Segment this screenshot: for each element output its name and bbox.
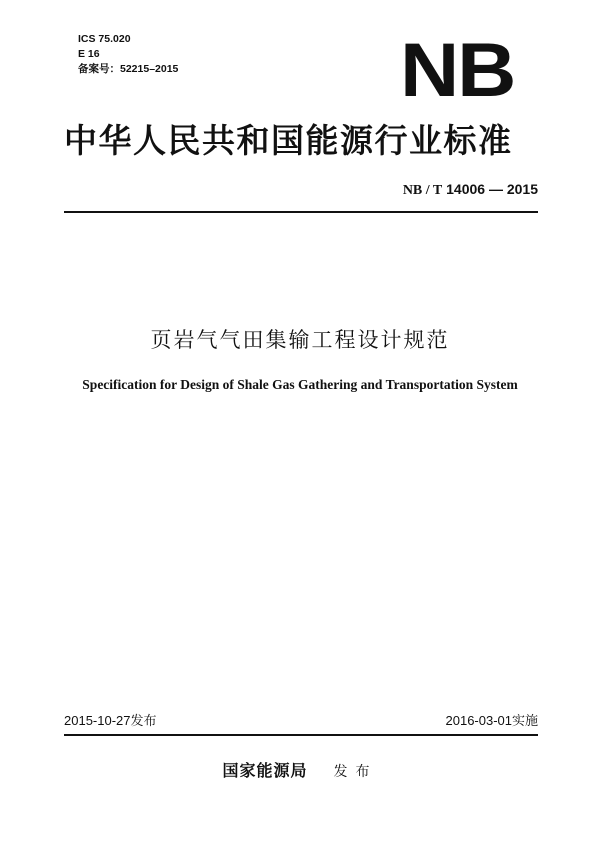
standard-prefix: NB / T — [402, 183, 443, 198]
ics-code: ICS 75.020 — [78, 33, 131, 45]
issue-date: 2015-10-27发布 — [64, 713, 157, 728]
publisher-name: 国家能源局 — [222, 761, 308, 780]
bottom-divider — [64, 734, 538, 736]
organization-title: 中华人民共和国能源行业标准 — [64, 121, 513, 160]
top-divider — [64, 211, 538, 213]
record-number: 备案号：52215–2015 — [78, 63, 179, 75]
implementation-date: 2016-03-01实施 — [445, 713, 538, 728]
english-title: Specification for Design of Shale Gas Gathering and Transportation System — [82, 377, 518, 392]
publisher-action: 发布 — [333, 764, 378, 780]
chinese-title: 页岩气气田集输工程设计规范 — [150, 328, 450, 352]
standard-code: 14006 — 2015 — [446, 181, 538, 197]
standard-number — [403, 180, 538, 200]
nb-logo: NB — [400, 28, 515, 113]
classification-code: E 16 — [78, 48, 100, 60]
publisher-line — [0, 760, 600, 783]
